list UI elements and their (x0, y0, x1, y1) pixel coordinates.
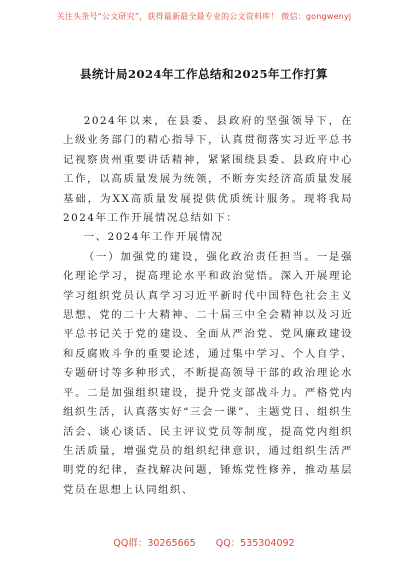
document-body (63, 112, 353, 500)
footer-qq: QQ：535304092 (215, 538, 295, 549)
section-heading: 一、2024年工作开展情况 (83, 231, 224, 244)
paragraph-intro: 2024年以来，在县委、县政府的坚强领导下，在上级业务部门的精心指导下，认真贯彻落实习近平总书记视察贵州重要讲话精神，紧紧围绕县委、县政府中心工作，以高质量发展为统领，不断夯实经济高质量发展基础，为XX高质量发展提供优质统计服务。现将我局2024年工作开展情况总结如下： (63, 115, 353, 225)
document-title: 县统计局2024年工作总结和2025年工作打算 (79, 67, 328, 81)
footer-contact (0, 533, 408, 555)
footer-qq-group: QQ群：30265665 (113, 538, 196, 549)
paragraph-party-building: （一）加强党的建设，强化政治责任担当。一是强化理论学习，提高理论水平和政治觉悟。深入开展理论学习组织党员认真学习习近平新时代中国特色社会主义思想、党的二十大精神、二十届三中全会精神以及习近平总书记关于党的建设、全面从严治党、党风廉政建设和反腐败斗争的重要论述，通过集中学习、个人自学、专题研讨等多种形式，不断提高领导干部的政治理论水平。二是加强组织建设，提升党支部战斗力。严格党内组织生活，认真落实好“三会一课”、主题党日、组织生活会、谈心谈话、民主评议党员等制度，提高党内组织生活质量，增强党员的组织纪律意识，通过组织生活严明党的纪律，查找解决问题，锤炼党性修养，推动基层党员在思想上认同组织、 (63, 250, 353, 496)
header-banner: 关注头条号“公文研究”，获得最新最全最专业的公文资料库！ 微信：gongwenyj (56, 12, 352, 21)
